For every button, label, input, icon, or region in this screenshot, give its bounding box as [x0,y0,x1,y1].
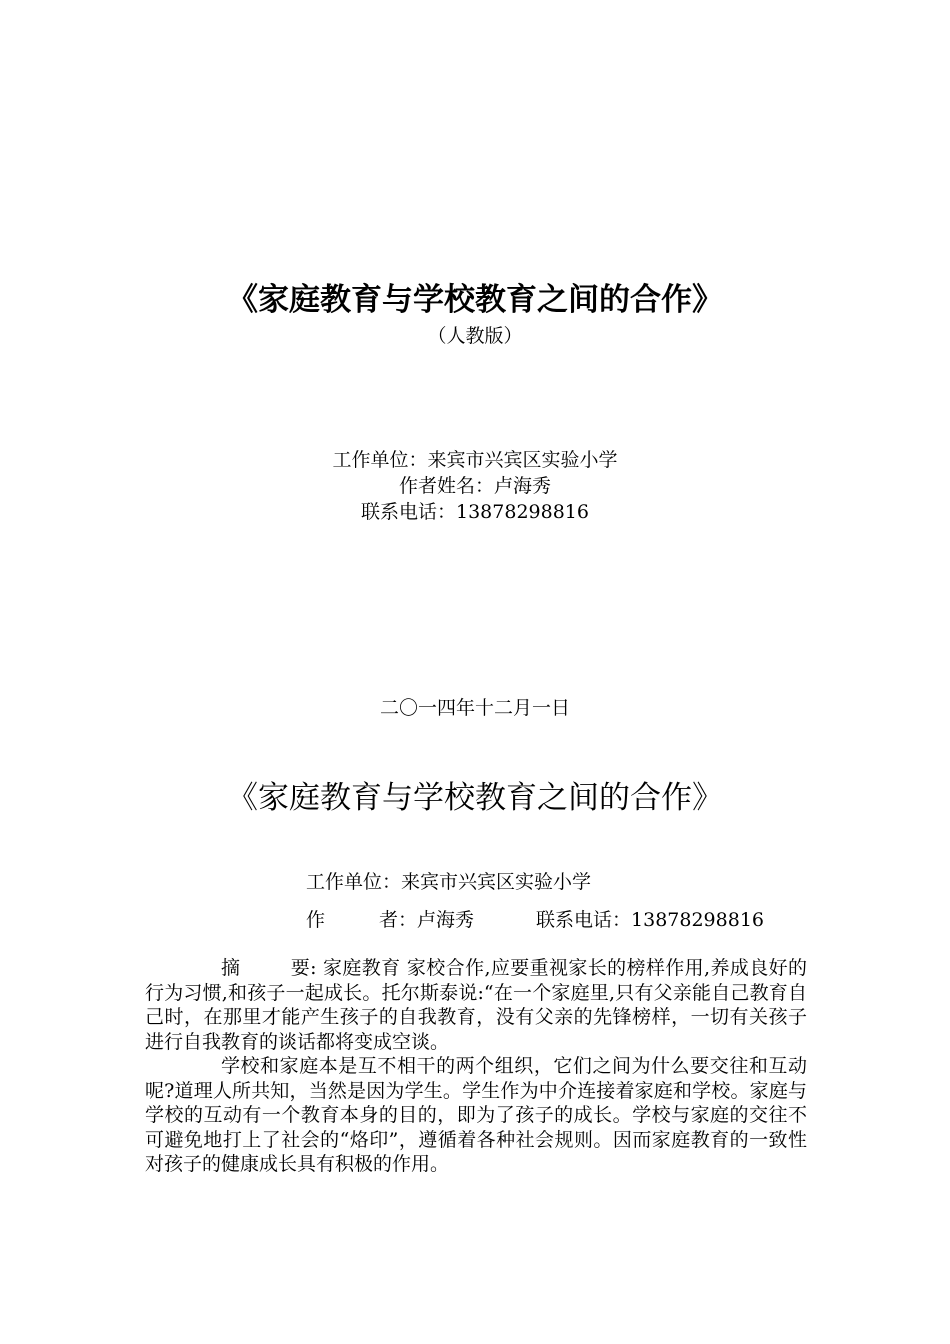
abstract-label [221,957,317,979]
abstract-paragraph [145,956,807,1054]
cover-subtitle: （人教版） [427,325,523,347]
author-label-rest: 者：卢海秀 [379,909,475,931]
abstract-text: 家庭教育 家校合作,应要重视家长的榜样作用,养成良好的行为习惯,和孩子一起成长。托尔斯泰说:“在一个家庭里,只有父亲能自己教育自己时，在那里才能产生孩子的自我教育，没有父亲的先锋榜样，一切有关孩子进行自我教育的谈话都将变成空谈。 [145,957,807,1053]
article-title: 《家庭教育与学校教育之间的合作》 [227,780,723,816]
cover-date: 二〇一四年十二月一日 [379,697,570,719]
abstract-label-rest: 要: [290,957,317,979]
author-label-first: 作 [306,909,326,931]
cover-author: 作者姓名：卢海秀 [398,475,551,497]
article-body [145,956,807,1177]
cover-unit: 工作单位：来宾市兴宾区实验小学 [332,449,618,471]
abstract-label-first: 摘 [221,957,241,979]
article-unit: 工作单位：来宾市兴宾区实验小学 [306,871,592,893]
cover-info-block [0,447,950,525]
cover-title: 《家庭教育与学校教育之间的合作》 [227,282,723,318]
cover-phone: 联系电话：13878298816 [361,501,589,523]
body-paragraph: 学校和家庭本是互不相干的两个组织，它们之间为什么要交往和互动呢?道理人所共知，当然是因为学生。学生作为中介连接着家庭和学校。家庭与学校的互动有一个教育本身的目的，即为了孩子的成长。学校与家庭的交往不可避免地打上了社会的“烙印”，遵循着各种社会规则。因而家庭教育的一致性对孩子的健康成长具有积极的作用。 [145,1055,807,1175]
article-author-line [306,906,764,934]
article-phone: 联系电话：13878298816 [536,909,765,931]
